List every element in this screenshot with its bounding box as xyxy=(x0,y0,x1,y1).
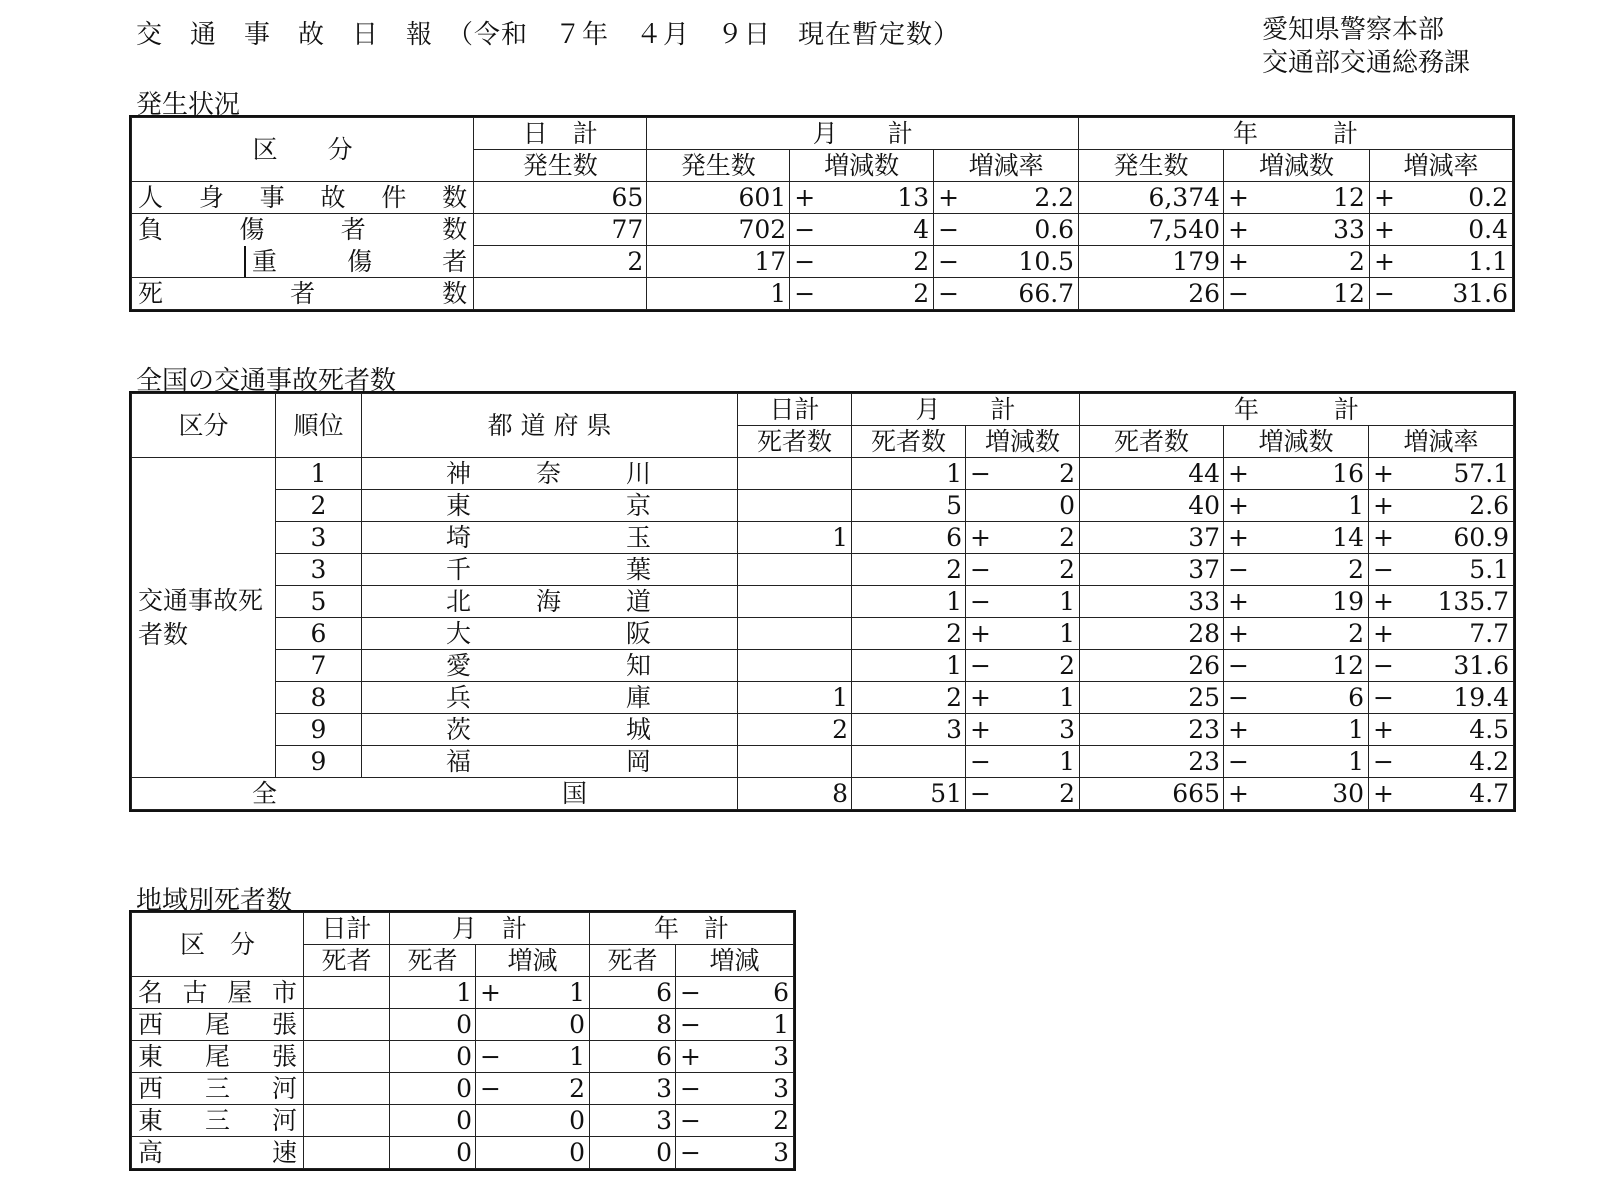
day-deaths xyxy=(304,1073,390,1105)
month-deaths: 2 xyxy=(852,618,966,650)
occurrence-table xyxy=(131,117,1513,310)
year-deaths: 44 xyxy=(1080,458,1224,490)
year-diff: 16 xyxy=(1254,458,1369,490)
month-diff: 2 xyxy=(996,650,1080,682)
month-diff-sign: + xyxy=(966,682,996,714)
month-deaths: 2 xyxy=(852,554,966,586)
header-month-rate: 増減率 xyxy=(934,150,1079,182)
row-label: 人身事故件数 xyxy=(132,182,474,214)
year-rate-sign: + xyxy=(1369,458,1399,490)
region-label: 西尾張 xyxy=(132,1009,304,1041)
total-year-diff-sign: + xyxy=(1224,778,1254,810)
side-label: 交通事故死者数 xyxy=(132,458,276,778)
year-diff: 2 xyxy=(1254,554,1369,586)
month-diff: 2 xyxy=(820,278,934,310)
rank: 8 xyxy=(276,682,362,714)
header-year: 年 計 xyxy=(590,913,794,945)
year-deaths: 23 xyxy=(1080,746,1224,778)
year-diff-sign: + xyxy=(1224,490,1254,522)
month-diff-sign: − xyxy=(790,278,820,310)
month-diff-sign: − xyxy=(966,746,996,778)
regional-deaths-table xyxy=(131,912,794,1169)
prefecture: 埼玉 xyxy=(362,522,738,554)
header-year-occ: 発生数 xyxy=(1079,150,1224,182)
table-row xyxy=(132,650,1514,682)
month-diff: 2 xyxy=(506,1073,590,1105)
section-regional-title: 地域別死者数 xyxy=(136,886,293,916)
header-year-deaths: 死者 xyxy=(590,945,676,977)
prefecture: 大阪 xyxy=(362,618,738,650)
year-rate-sign: + xyxy=(1369,714,1399,746)
rank: 6 xyxy=(276,618,362,650)
header-month-diff: 増減数 xyxy=(790,150,934,182)
month-diff: 2 xyxy=(996,554,1080,586)
total-year: 665 xyxy=(1080,778,1224,810)
year-deaths: 28 xyxy=(1080,618,1224,650)
month-diff-sign: − xyxy=(966,650,996,682)
year-diff-sign: + xyxy=(1224,618,1254,650)
month-rate-sign: + xyxy=(934,182,964,214)
year-deaths: 8 xyxy=(590,1009,676,1041)
day-count: 2 xyxy=(474,246,647,278)
month-diff: 0 xyxy=(996,490,1080,522)
month-diff: 1 xyxy=(506,1041,590,1073)
month-diff-sign xyxy=(476,1105,506,1137)
year-rate-sign: + xyxy=(1369,490,1399,522)
year-deaths: 3 xyxy=(590,1073,676,1105)
month-diff-sign: − xyxy=(966,554,996,586)
year-rate: 135.7 xyxy=(1399,586,1514,618)
month-deaths: 0 xyxy=(390,1073,476,1105)
month-diff: 1 xyxy=(996,618,1080,650)
year-diff: 3 xyxy=(706,1137,794,1169)
day-deaths xyxy=(738,554,852,586)
organization xyxy=(1262,14,1470,80)
year-count: 26 xyxy=(1079,278,1224,310)
header-day-deaths: 死者 xyxy=(304,945,390,977)
year-diff-sign: − xyxy=(676,1009,706,1041)
month-diff-sign: − xyxy=(476,1041,506,1073)
rank: 9 xyxy=(276,746,362,778)
total-month: 51 xyxy=(852,778,966,810)
year-diff: 2 xyxy=(706,1105,794,1137)
table-row xyxy=(132,278,1513,310)
year-diff: 12 xyxy=(1254,278,1370,310)
year-diff-sign: + xyxy=(1224,458,1254,490)
rank: 7 xyxy=(276,650,362,682)
header-day: 日計 xyxy=(304,913,390,945)
year-diff-sign: − xyxy=(1224,554,1254,586)
table-row xyxy=(132,1073,794,1105)
section-national-title: 全国の交通事故死者数 xyxy=(136,366,397,396)
year-rate-sign: + xyxy=(1369,618,1399,650)
month-count: 1 xyxy=(647,278,790,310)
national-rows xyxy=(132,458,1514,778)
year-diff-sign: − xyxy=(676,1073,706,1105)
total-month-diff: 2 xyxy=(996,778,1080,810)
month-diff: 0 xyxy=(506,1105,590,1137)
rank: 9 xyxy=(276,714,362,746)
day-deaths: 1 xyxy=(738,522,852,554)
month-deaths: 0 xyxy=(390,1137,476,1169)
day-deaths xyxy=(738,586,852,618)
header-month-deaths: 死者 xyxy=(390,945,476,977)
month-diff: 1 xyxy=(996,746,1080,778)
report-title: 交 通 事 故 日 報 （令和 ７年 ４月 ９日 現在暫定数） xyxy=(136,20,961,50)
header-month-diff: 増減数 xyxy=(966,426,1080,458)
header-year: 年 計 xyxy=(1079,118,1513,150)
day-count: 65 xyxy=(474,182,647,214)
month-rate-sign: − xyxy=(934,278,964,310)
header-month: 月 計 xyxy=(852,394,1080,426)
table-row xyxy=(132,977,794,1009)
prefecture: 北海道 xyxy=(362,586,738,618)
year-deaths: 23 xyxy=(1080,714,1224,746)
month-diff: 3 xyxy=(996,714,1080,746)
header-year-rate: 増減率 xyxy=(1369,426,1514,458)
month-diff: 13 xyxy=(820,182,934,214)
month-diff: 2 xyxy=(996,522,1080,554)
org-line-2: 交通部交通総務課 xyxy=(1262,48,1471,78)
month-count: 601 xyxy=(647,182,790,214)
day-deaths xyxy=(304,1137,390,1169)
rank: 1 xyxy=(276,458,362,490)
total-year-rate: 4.7 xyxy=(1399,778,1514,810)
year-rate-sign: − xyxy=(1369,682,1399,714)
year-diff: 6 xyxy=(706,977,794,1009)
header-year-diff: 増減数 xyxy=(1224,426,1369,458)
header-day-deaths: 死者数 xyxy=(738,426,852,458)
header-month-diff: 増減 xyxy=(476,945,590,977)
table-row xyxy=(132,746,1514,778)
prefecture: 茨城 xyxy=(362,714,738,746)
year-diff: 1 xyxy=(1254,490,1369,522)
header-prefecture: 都 道 府 県 xyxy=(362,394,738,458)
prefecture: 神奈川 xyxy=(362,458,738,490)
table-row xyxy=(132,1105,794,1137)
header-row xyxy=(132,118,1513,150)
month-diff-sign xyxy=(476,1137,506,1169)
org-line-1: 愛知県警察本部 xyxy=(1262,15,1445,45)
month-diff-sign: + xyxy=(790,182,820,214)
region-label: 西三河 xyxy=(132,1073,304,1105)
total-year-diff: 30 xyxy=(1254,778,1369,810)
table-row xyxy=(132,1009,794,1041)
month-rate: 66.7 xyxy=(964,278,1079,310)
month-deaths xyxy=(852,746,966,778)
region-label: 東三河 xyxy=(132,1105,304,1137)
header-year-deaths: 死者数 xyxy=(1080,426,1224,458)
year-deaths: 3 xyxy=(590,1105,676,1137)
table-row xyxy=(132,458,1514,490)
header-day: 日 計 xyxy=(474,118,647,150)
month-diff: 2 xyxy=(996,458,1080,490)
table-row xyxy=(132,214,1513,246)
year-rate: 0.2 xyxy=(1400,182,1513,214)
month-diff-sign: − xyxy=(476,1073,506,1105)
year-diff-sign: + xyxy=(676,1041,706,1073)
year-diff: 3 xyxy=(706,1073,794,1105)
month-deaths: 1 xyxy=(390,977,476,1009)
year-rate: 31.6 xyxy=(1399,650,1514,682)
year-rate: 1.1 xyxy=(1400,246,1513,278)
day-deaths xyxy=(738,746,852,778)
year-diff: 12 xyxy=(1254,182,1370,214)
month-diff: 1 xyxy=(996,586,1080,618)
month-deaths: 1 xyxy=(852,650,966,682)
month-rate: 2.2 xyxy=(964,182,1079,214)
month-diff: 0 xyxy=(506,1137,590,1169)
month-deaths: 1 xyxy=(852,586,966,618)
year-deaths: 37 xyxy=(1080,522,1224,554)
year-rate: 60.9 xyxy=(1399,522,1514,554)
header-year-rate: 増減率 xyxy=(1369,150,1512,182)
national-deaths-table xyxy=(131,393,1514,810)
year-diff: 1 xyxy=(706,1009,794,1041)
month-deaths: 5 xyxy=(852,490,966,522)
day-deaths xyxy=(304,1105,390,1137)
region-label: 東尾張 xyxy=(132,1041,304,1073)
prefecture: 東京 xyxy=(362,490,738,522)
year-diff: 3 xyxy=(706,1041,794,1073)
month-deaths: 0 xyxy=(390,1041,476,1073)
header-year-diff: 増減数 xyxy=(1224,150,1370,182)
year-diff-sign: + xyxy=(1224,714,1254,746)
month-rate-sign: − xyxy=(934,246,964,278)
year-diff: 1 xyxy=(1254,746,1369,778)
month-diff: 4 xyxy=(820,214,934,246)
year-deaths: 6 xyxy=(590,977,676,1009)
year-count: 7,540 xyxy=(1079,214,1224,246)
year-rate-sign: + xyxy=(1369,586,1399,618)
year-rate-sign: − xyxy=(1369,554,1399,586)
year-count: 6,374 xyxy=(1079,182,1224,214)
month-diff-sign xyxy=(966,490,996,522)
regional-rows xyxy=(132,977,794,1169)
year-diff-sign: − xyxy=(676,1105,706,1137)
header-category: 区 分 xyxy=(132,118,474,182)
header-row xyxy=(132,913,794,945)
month-diff-sign: − xyxy=(790,246,820,278)
year-diff-sign: − xyxy=(1224,682,1254,714)
year-rate-sign: + xyxy=(1369,214,1399,246)
year-diff: 12 xyxy=(1254,650,1369,682)
row-label: 重傷者 xyxy=(244,246,473,278)
year-rate-sign: + xyxy=(1369,246,1399,278)
header-year: 年 計 xyxy=(1080,394,1514,426)
total-label: 全国 xyxy=(132,778,738,810)
occurrence-rows xyxy=(132,182,1513,310)
rank: 3 xyxy=(276,554,362,586)
year-diff: 33 xyxy=(1254,214,1370,246)
year-rate: 5.1 xyxy=(1399,554,1514,586)
month-diff-sign: + xyxy=(966,522,996,554)
month-rate-sign: − xyxy=(934,214,964,246)
year-rate-sign: − xyxy=(1369,746,1399,778)
year-rate: 31.6 xyxy=(1400,278,1513,310)
day-deaths xyxy=(304,1041,390,1073)
year-diff-sign: + xyxy=(1224,522,1254,554)
year-diff-sign: − xyxy=(676,1137,706,1169)
month-diff-sign: − xyxy=(966,458,996,490)
header-year-diff: 増減 xyxy=(676,945,794,977)
row-label-cell xyxy=(132,246,474,278)
day-deaths xyxy=(304,1009,390,1041)
year-rate: 19.4 xyxy=(1399,682,1514,714)
year-rate-sign: + xyxy=(1369,182,1399,214)
header-rank: 順位 xyxy=(276,394,362,458)
month-diff-sign: + xyxy=(966,714,996,746)
table-row xyxy=(132,714,1514,746)
table-row xyxy=(132,1041,794,1073)
month-deaths: 0 xyxy=(390,1105,476,1137)
table-row xyxy=(132,586,1514,618)
day-deaths xyxy=(738,490,852,522)
year-deaths: 33 xyxy=(1080,586,1224,618)
month-diff: 2 xyxy=(820,246,934,278)
month-diff: 1 xyxy=(996,682,1080,714)
region-label: 高速 xyxy=(132,1137,304,1169)
header-month: 月 計 xyxy=(647,118,1079,150)
year-rate-sign: + xyxy=(1369,522,1399,554)
month-deaths: 1 xyxy=(852,458,966,490)
rank: 5 xyxy=(276,586,362,618)
year-diff-sign: − xyxy=(676,977,706,1009)
year-deaths: 26 xyxy=(1080,650,1224,682)
table-row xyxy=(132,554,1514,586)
header-day-occ: 発生数 xyxy=(474,150,647,182)
table-row xyxy=(132,682,1514,714)
year-diff-sign: + xyxy=(1224,246,1254,278)
year-deaths: 0 xyxy=(590,1137,676,1169)
year-diff: 19 xyxy=(1254,586,1369,618)
year-rate: 57.1 xyxy=(1399,458,1514,490)
year-rate: 2.6 xyxy=(1399,490,1514,522)
month-rate: 0.6 xyxy=(964,214,1079,246)
header-day: 日計 xyxy=(738,394,852,426)
header-month-occ: 発生数 xyxy=(647,150,790,182)
day-deaths xyxy=(738,650,852,682)
day-deaths xyxy=(304,977,390,1009)
year-rate-sign: − xyxy=(1369,278,1399,310)
day-count xyxy=(474,278,647,310)
year-diff: 2 xyxy=(1254,246,1370,278)
year-diff: 14 xyxy=(1254,522,1369,554)
month-diff-sign: − xyxy=(966,586,996,618)
month-count: 702 xyxy=(647,214,790,246)
month-deaths: 2 xyxy=(852,682,966,714)
year-diff: 1 xyxy=(1254,714,1369,746)
day-deaths xyxy=(738,458,852,490)
month-diff: 1 xyxy=(506,977,590,1009)
region-label: 名古屋市 xyxy=(132,977,304,1009)
day-deaths: 2 xyxy=(738,714,852,746)
year-deaths: 25 xyxy=(1080,682,1224,714)
year-diff-sign: − xyxy=(1224,650,1254,682)
month-diff-sign: − xyxy=(790,214,820,246)
month-rate: 10.5 xyxy=(964,246,1079,278)
year-deaths: 40 xyxy=(1080,490,1224,522)
month-deaths: 3 xyxy=(852,714,966,746)
table-row xyxy=(132,522,1514,554)
year-rate: 0.4 xyxy=(1400,214,1513,246)
year-count: 179 xyxy=(1079,246,1224,278)
year-diff-sign: + xyxy=(1224,182,1254,214)
header-row xyxy=(132,394,1514,426)
rank: 3 xyxy=(276,522,362,554)
year-diff: 2 xyxy=(1254,618,1369,650)
day-deaths xyxy=(738,618,852,650)
month-diff: 0 xyxy=(506,1009,590,1041)
row-label: 死者数 xyxy=(132,278,474,310)
day-count: 77 xyxy=(474,214,647,246)
prefecture: 福岡 xyxy=(362,746,738,778)
total-day: 8 xyxy=(738,778,852,810)
month-diff-sign: + xyxy=(966,618,996,650)
year-rate: 7.7 xyxy=(1399,618,1514,650)
section-occurrence-title: 発生状況 xyxy=(136,90,241,120)
rank: 2 xyxy=(276,490,362,522)
year-diff-sign: + xyxy=(1224,586,1254,618)
header-month-deaths: 死者数 xyxy=(852,426,966,458)
year-diff-sign: − xyxy=(1224,278,1254,310)
year-rate-sign: − xyxy=(1369,650,1399,682)
year-diff: 6 xyxy=(1254,682,1369,714)
year-rate: 4.5 xyxy=(1399,714,1514,746)
total-year-rate-sign: + xyxy=(1369,778,1399,810)
header-category: 区 分 xyxy=(132,913,304,977)
month-diff-sign: + xyxy=(476,977,506,1009)
day-deaths: 1 xyxy=(738,682,852,714)
total-month-diff-sign: − xyxy=(966,778,996,810)
table-row xyxy=(132,618,1514,650)
year-deaths: 6 xyxy=(590,1041,676,1073)
row-label: 負傷者数 xyxy=(132,214,474,246)
month-diff-sign xyxy=(476,1009,506,1041)
month-count: 17 xyxy=(647,246,790,278)
year-deaths: 37 xyxy=(1080,554,1224,586)
prefecture: 千葉 xyxy=(362,554,738,586)
prefecture: 兵庫 xyxy=(362,682,738,714)
header-category: 区分 xyxy=(132,394,276,458)
header-month: 月 計 xyxy=(390,913,590,945)
month-deaths: 0 xyxy=(390,1009,476,1041)
year-diff-sign: + xyxy=(1224,214,1254,246)
prefecture: 愛知 xyxy=(362,650,738,682)
table-row xyxy=(132,246,1513,278)
table-row xyxy=(132,182,1513,214)
table-row xyxy=(132,490,1514,522)
month-deaths: 6 xyxy=(852,522,966,554)
year-diff-sign: − xyxy=(1224,746,1254,778)
total-row xyxy=(132,778,1514,810)
table-row xyxy=(132,1137,794,1169)
year-rate: 4.2 xyxy=(1399,746,1514,778)
